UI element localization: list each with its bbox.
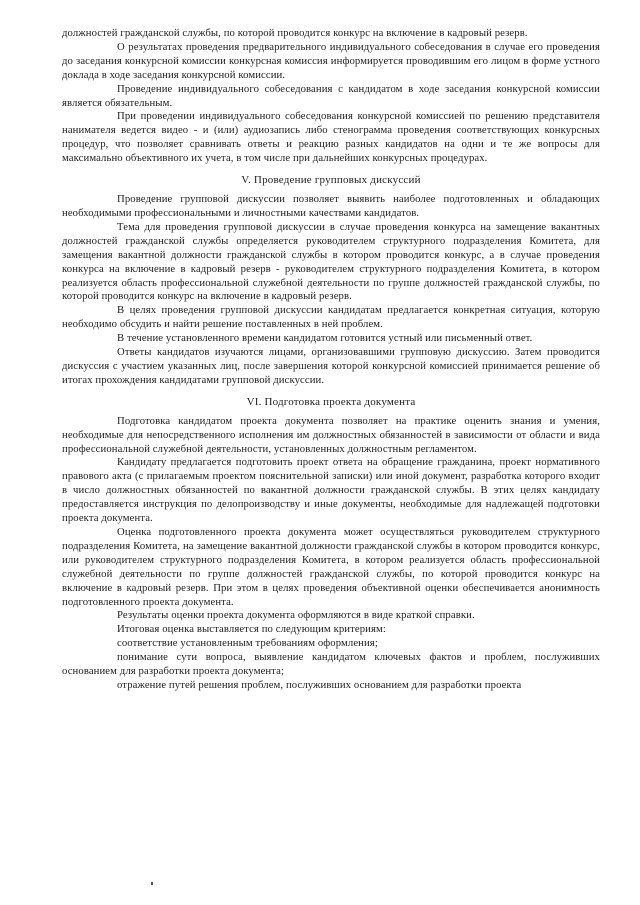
paragraph: Тема для проведения групповой дискуссии в случае проведения конкурса на замещение вакантных должностей гражданской службы определяется руководителем структурного подразделения Комитета, для замещения вакантной должности гражданской службы в котором проводится конкурс, а в случае проведения конкурса на включение в кадровый резерв - руководителем структурного подразделения Комитета, в котором реализуется область профессиональной служебной деятельности по группе должностей гражданской службы, по которой проводится конкурс на включение в кадровый резерв. xyxy=(62,220,600,303)
paragraph: Проведение групповой дискуссии позволяет выявить наиболее подготовленных и обладающих необходимыми профессиональными и личностными качествами кандидатов. xyxy=(62,193,600,219)
section-heading-5: V. Проведение групповых дискуссий xyxy=(241,174,421,187)
paragraph: соответствие установленным требованиям оформления; xyxy=(117,637,378,650)
paragraph: Оценка подготовленного проекта документа может осуществляться руководителем структурного подразделения Комитета, на замещение вакантной должности гражданской службы в котором проводится конкурс, или руководителем структурного подразделения Комитета, в котором реализуется область профессиональной служебной деятельности по группе должностей гражданской службы, по которой проводится конкурс на включение в кадровый резерв. При этом в целях проведения объективной оценки обеспечивается анонимность подготовленного проекта документа. xyxy=(62,526,600,608)
paragraph: Проведение индивидуального собеседования с кандидатом в ходе заседания конкурсной комиссии является обязательным. xyxy=(62,82,600,109)
paragraph: В целях проведения групповой дискуссии кандидатам предлагается конкретная ситуация, которую необходимо обсудить и найти решение поставленных в ней проблем. xyxy=(62,304,600,331)
paragraph: Результаты оценки проекта документа оформляются в виде краткой справки. xyxy=(117,609,475,622)
paragraph: Кандидату предлагается подготовить проект ответа на обращение гражданина, проект нормативного правового акта (с прилагаемым проектом пояснительной записки) или иной документ, разработка которого входит в число должностных обязанностей по вакантной должности гражданской службы. В этих целях кандидату предоставляется инструкция по делопроизводству и иные документы, необходимые для надлежащей подготовки проекта документа. xyxy=(62,456,600,525)
paragraph: При проведении индивидуального собеседования конкурсной комиссией по решению представителя нанимателя ведется видео - и (или) аудиозапись либо стенограмма проведения соответствующих конкурсных процедур, что позволяет сравнивать ответы и реакцию разных кандидатов на одни и те же вопросы для максимально объективного их учета, в том числе при дальнейших конкурсных процедурах. xyxy=(62,110,600,165)
section-heading-6: VI. Подготовка проекта документа xyxy=(246,395,416,408)
paragraph: Итоговая оценка выставляется по следующим критериям: xyxy=(117,623,386,636)
scan-speck xyxy=(151,882,153,885)
paragraph: О результатах проведения предварительного индивидуального собеседования в случае его проведения до заседания конкурсной комиссии конкурсная комиссия информируется проводившим его лицом в форме устного доклада в ходе заседания конкурсной комиссии. xyxy=(62,40,600,81)
paragraph: В течение установленного времени кандидатом готовится устный или письменный ответ. xyxy=(117,332,533,345)
paragraph: Ответы кандидатов изучаются лицами, организовавшими групповую дискуссию. Затем проводится дискуссия с участием указанных лиц, после завершения которой конкурсной комиссией принимается решение об итогах прохождения кандидатами групповой дискуссии. xyxy=(62,346,600,386)
paragraph: должностей гражданской службы, по которой проводится конкурс на включение в кадровый резерв. xyxy=(62,27,528,39)
paragraph: отражение путей решения проблем, послуживших основанием для разработки проекта xyxy=(117,678,522,691)
paragraph: Подготовка кандидатом проекта документа позволяет на практике оценить знания и умения, необходимые для непосредственного исполнения им должностных обязанностей в зависимости от области и вида профессиональной служебной деятельности, установленных должностным регламентом. xyxy=(62,414,600,455)
paragraph: понимание сути вопроса, выявление кандидатом ключевых фактов и проблем, послуживших основанием для разработки проекта документа; xyxy=(62,651,600,678)
